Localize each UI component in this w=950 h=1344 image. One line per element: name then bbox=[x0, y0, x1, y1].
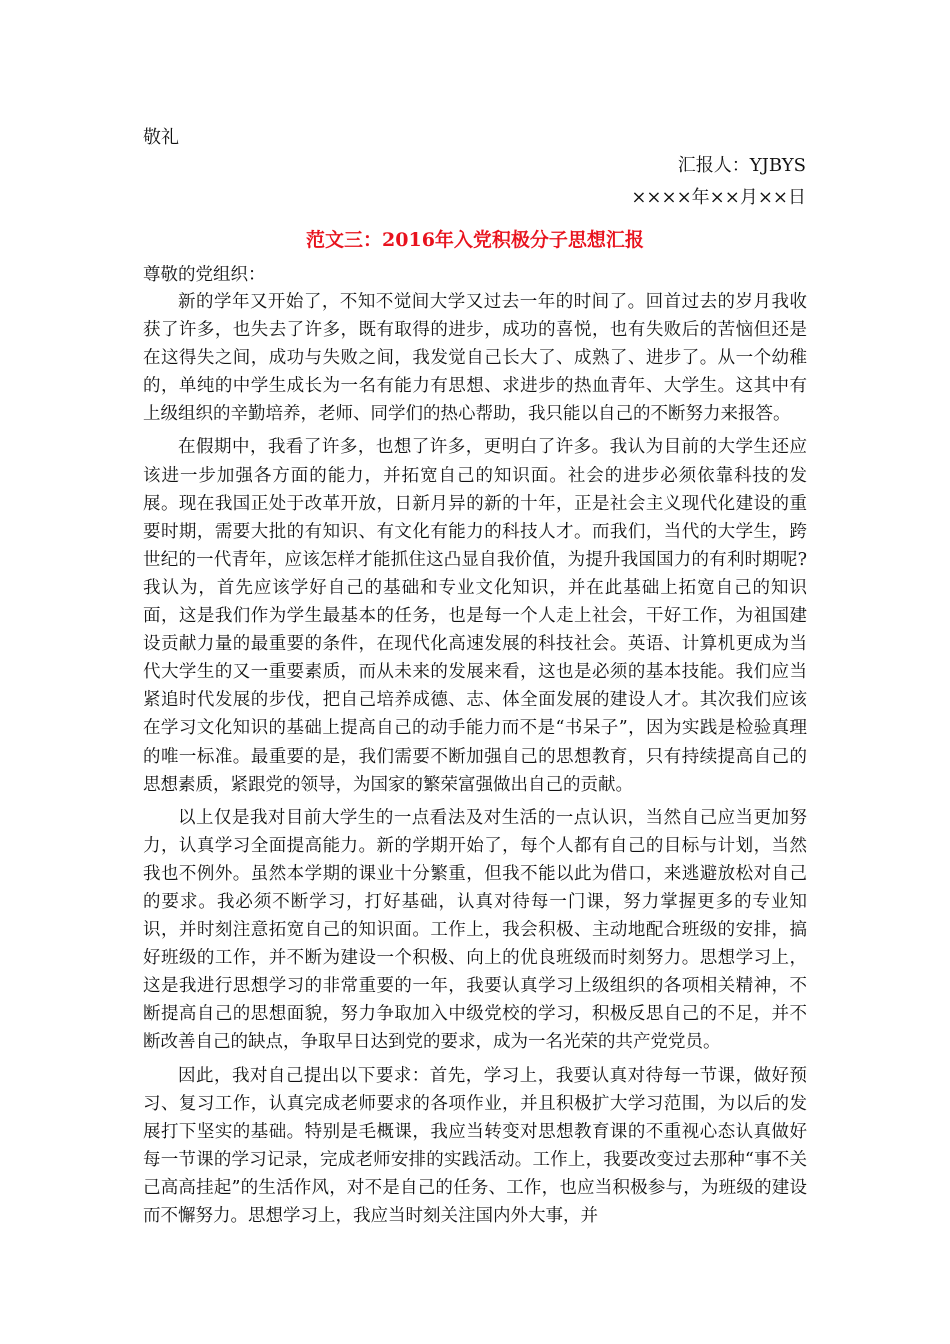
report-date: ××××年××月××日 bbox=[631, 187, 806, 208]
paragraph: 以上仅是我对目前大学生的一点看法及对生活的一点认识，当然自己应当更加努力，认真学习全面提高能力。新的学期开始了，每个人都有自己的目标与计划，当然我也不例外。虽然本学期的课业十分繁重，但我不能以此为借口，来逃避放松对自己的要求。我必须不断学习，打好基础，认真对待每一门课，努力掌握更多的专业知识，并时刻注意拓宽自己的知识面。工作上，我会积极、主动地配合班级的安排，搞好班级的工作，并不断为建设一个积极、向上的优良班级而时刻努力。思想学习上，这是我进行思想学习的非常重要的一年，我要认真学习上级组织的各项相关精神，不断提高自己的思想面貌，努力争取加入中级党校的学习，积极反思自己的不足，并不断改善自己的缺点，争取早日达到党的要求，成为一名光荣的共产党党员。 bbox=[143, 807, 807, 1053]
paragraph: 因此，我对自己提出以下要求：首先，学习上，我要认真对待每一节课，做好预习、复习工作，认真完成老师要求的各项作业，并且积极扩大学习范围，为以后的发展打下坚实的基础。特别是毛概课，我应当转变对思想教育课的不重视心态认真做好每一节课的学习记录，完成老师安排的实践活动。工作上，我要改变过去那种“事不关己高高挂起”的生活作风，对不是自己的任务、工作，也应当积极参与，为班级的建设而不懈努力。思想学习上，我应当时刻关注国内外大事，并 bbox=[143, 1065, 807, 1226]
article-title: 范文三：2016年入党积极分子思想汇报 bbox=[306, 229, 644, 251]
paragraph: 在假期中，我看了许多，也想了许多，更明白了许多。我认为目前的大学生还应该进一步加强各方面的能力，并拓宽自己的知识面。社会的进步必须依靠科技的发展。现在我国正处于改革开放，日新月异的新的十年，正是社会主义现代化建设的重要时期，需要大批的有知识、有文化有能力的科技人才。而我们，当代的大学生，跨世纪的一代青年，应该怎样才能抓住这凸显自我价值，为提升我国国力的有利时期呢?我认为，首先应该学好自己的基础和专业文化知识，并在此基础上拓宽自己的知识面，这是我们作为学生最基本的任务，也是每一个人走上社会，干好工作，为祖国建设贡献力量的最重要的条件，在现代化高速发展的科技社会。英语、计算机更成为当代大学生的又一重要素质，而从未来的发展来看，这也是必须的基本技能。我们应当紧追时代发展的步伐，把自己培养成德、志、体全面发展的建设人才。其次我们应该在学习文化知识的基础上提高自己的动手能力而不是“书呆子”，因为实践是检验真理的唯一标准。最重要的是，我们需要不断加强自己的思想教育，只有持续提高自己的思想素质，紧跟党的领导，为国家的繁荣富强做出自己的贡献。 bbox=[143, 437, 807, 795]
letter-closing: 敬礼 bbox=[143, 127, 179, 148]
paragraph: 新的学年又开始了，不知不觉间大学又过去一年的时间了。回首过去的岁月我收获了许多，也失去了许多，既有取得的进步，成功的喜悦，也有失败后的苦恼但还是在这得失之间，成功与失败之间，我发觉自己长大了、成熟了、进步了。从一个幼稚的，单纯的中学生成长为一名有能力有思想、求进步的热血青年、大学生。这其中有上级组织的辛勤培养，老师、同学们的热心帮助，我只能以自己的不断努力来报答。 bbox=[143, 292, 807, 425]
letter-body bbox=[143, 288, 807, 1235]
reporter-signature: 汇报人：YJBYS bbox=[677, 155, 806, 176]
salutation: 尊敬的党组织： bbox=[143, 265, 266, 285]
